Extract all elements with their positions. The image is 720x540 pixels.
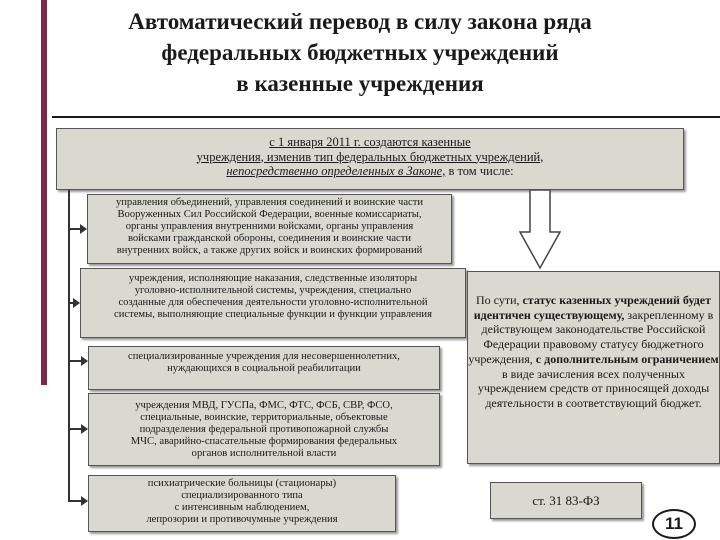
title-divider bbox=[52, 116, 720, 118]
category-line: лепрозории и противочумные учреждения bbox=[146, 514, 338, 525]
intro-tail: в том числе: bbox=[445, 164, 514, 178]
category-line: уголовно-исполнительной системы, учреждения, специально bbox=[134, 285, 412, 296]
intro-line: учреждения, изменив тип федеральных бюджетных учреждений, bbox=[196, 149, 544, 164]
branch-arrow bbox=[68, 360, 81, 362]
category-line: подразделения федеральной противопожарной службы bbox=[139, 424, 389, 435]
title-line: Автоматический перевод в силу закона ряда bbox=[128, 9, 592, 34]
branch-arrow bbox=[68, 302, 73, 304]
category-line: внутренних войск, а также других войск и воинских формирований bbox=[116, 245, 423, 256]
intro-line: с 1 января 2011 г. создаются казенные bbox=[269, 135, 471, 149]
status-explanation-box bbox=[467, 271, 720, 464]
branch-arrow bbox=[68, 428, 81, 430]
category-line: МЧС, аварийно-спасательные формирования федеральных bbox=[130, 436, 398, 447]
category-line: управления объединений, управления соединений и воинские части bbox=[115, 197, 424, 208]
intro-emphasis: непосредственно определенных в Законе, bbox=[226, 164, 446, 178]
category-line: специальные, воинские, территориальные, объектовые bbox=[140, 412, 388, 423]
tree-connector bbox=[68, 190, 70, 502]
branch-arrow bbox=[68, 228, 80, 230]
explanation-text: в виде зачисления всех полученных учреждением средств от приносящей доходы деятельности в соответствующий бюджет. bbox=[477, 366, 710, 410]
explanation-bold: с дополнительным ограничением bbox=[535, 351, 719, 366]
category-box bbox=[88, 393, 440, 466]
intro-box bbox=[56, 128, 684, 190]
category-line: специализированного типа bbox=[181, 490, 303, 501]
category-line: учреждения МВД, ГУСПа, ФМС, ФТС, ФСБ, СВР, ФСО, bbox=[135, 400, 393, 411]
category-box bbox=[87, 194, 452, 264]
category-line: нуждающихся в социальной реабилитации bbox=[167, 363, 361, 374]
category-line: психиатрические больницы (стационары) bbox=[147, 478, 337, 489]
explanation-text: закрепленному в действующем законодательстве Российской Федерации правовому статусу бюджетного учреждения, bbox=[468, 307, 714, 366]
category-box bbox=[88, 475, 396, 532]
category-line: органов исполнительной власти bbox=[191, 448, 337, 459]
branch-arrow bbox=[68, 500, 81, 502]
category-line: органы управления внутренними войсками, органы управления bbox=[125, 221, 414, 232]
category-line: Вооруженных Сил Российской Федерации, военные комиссариаты, bbox=[117, 209, 422, 220]
law-reference: ст. 31 83-ФЗ bbox=[532, 493, 600, 508]
law-reference-box bbox=[490, 482, 642, 519]
category-line: войсками гражданской обороны, соединения и воинские части bbox=[127, 233, 412, 244]
category-line: учреждения, исполняющие наказания, следственные изоляторы bbox=[128, 273, 418, 284]
category-box bbox=[88, 346, 440, 390]
down-arrow-icon bbox=[519, 190, 561, 270]
category-line: специализированные учреждения для несовершеннолетних, bbox=[128, 351, 400, 362]
slide-number: 11 bbox=[652, 509, 696, 539]
intro-line bbox=[57, 164, 683, 179]
accent-bar bbox=[41, 0, 47, 385]
category-line: созданные для обеспечения деятельности уголовно-исполнительной bbox=[118, 297, 428, 308]
explanation-text: По сути, bbox=[475, 293, 523, 307]
category-line: с интенсивным наблюдением, bbox=[174, 502, 310, 513]
explanation-bold: статус казенных учреждений будет идентичен существующему, bbox=[473, 293, 711, 322]
slide-title bbox=[90, 6, 630, 99]
category-line: системы, выполняющие специальные функции и функции управления bbox=[114, 309, 432, 320]
title-line: в казенные учреждения bbox=[236, 71, 484, 96]
category-box bbox=[80, 268, 466, 338]
title-line: федеральных бюджетных учреждений bbox=[161, 40, 559, 65]
